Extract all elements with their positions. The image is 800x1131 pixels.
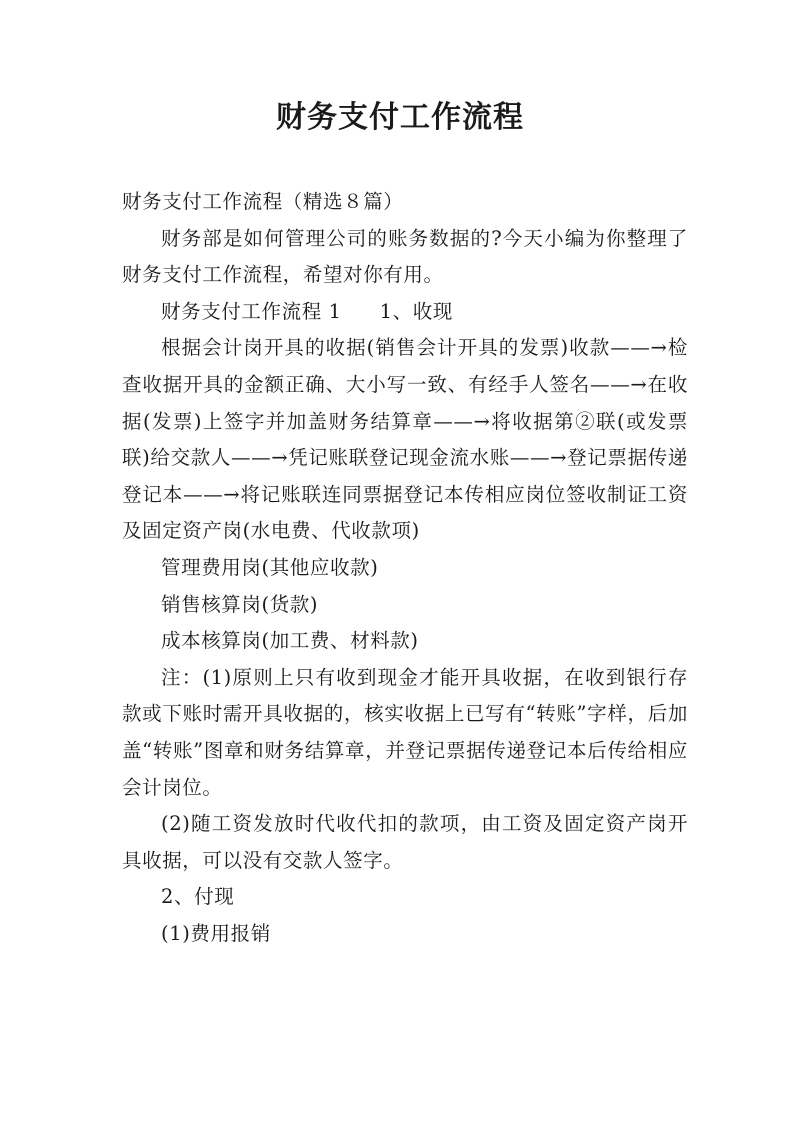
section1-heading: 财务支付工作流程 1: [161, 299, 342, 323]
section1-heading-line: [122, 294, 688, 331]
section2-subheading: (1)费用报销: [161, 921, 271, 945]
intro-paragraph: 财务部是如何管理公司的账务数据的?今天小编为你整理了财务支付工作流程，希望对你有用。: [122, 226, 688, 287]
receipt-flow-paragraph: 根据会计岗开具的收据(销售会计开具的发票)收款——→检查收据开具的金额正确、大小写一致、有经手人签名——→在收据(发票)上签字并加盖财务结算章——→将收据第②联(或发票联)给交款人——→凭记账联登记现金流水账——→登记票据传递登记本——→将记账联连同票据登记本传相应岗位签收制证工资及固定资产岗(水电费、代收款项): [122, 336, 688, 543]
section1-subheading: 1、收现: [379, 299, 453, 323]
note-paragraph-2: (2)随工资发放时代收代扣的款项，由工资及固定资产岗开具收据，可以没有交款人签字。: [122, 812, 688, 872]
document-body: [122, 184, 688, 952]
list-item-sales-accounting: 销售核算岗(货款): [161, 592, 319, 616]
document-subtitle: 财务支付工作流程（精选８篇）: [122, 190, 404, 213]
document-title: 财务支付工作流程: [276, 100, 524, 135]
note-paragraph-1: 注：(1)原则上只有收到现金才能开具收据，在收到银行存款或下账时需开具收据的，核实收据上已写有“转账”字样，后加盖“转账”图章和财务结算章，并登记票据传递登记本后传给相应会计岗位。: [122, 665, 688, 799]
list-item-cost-accounting: 成本核算岗(加工费、材料款): [161, 629, 419, 653]
list-item-admin-expense: 管理费用岗(其他应收款): [161, 555, 379, 579]
section2-heading: 2、付现: [161, 885, 235, 909]
